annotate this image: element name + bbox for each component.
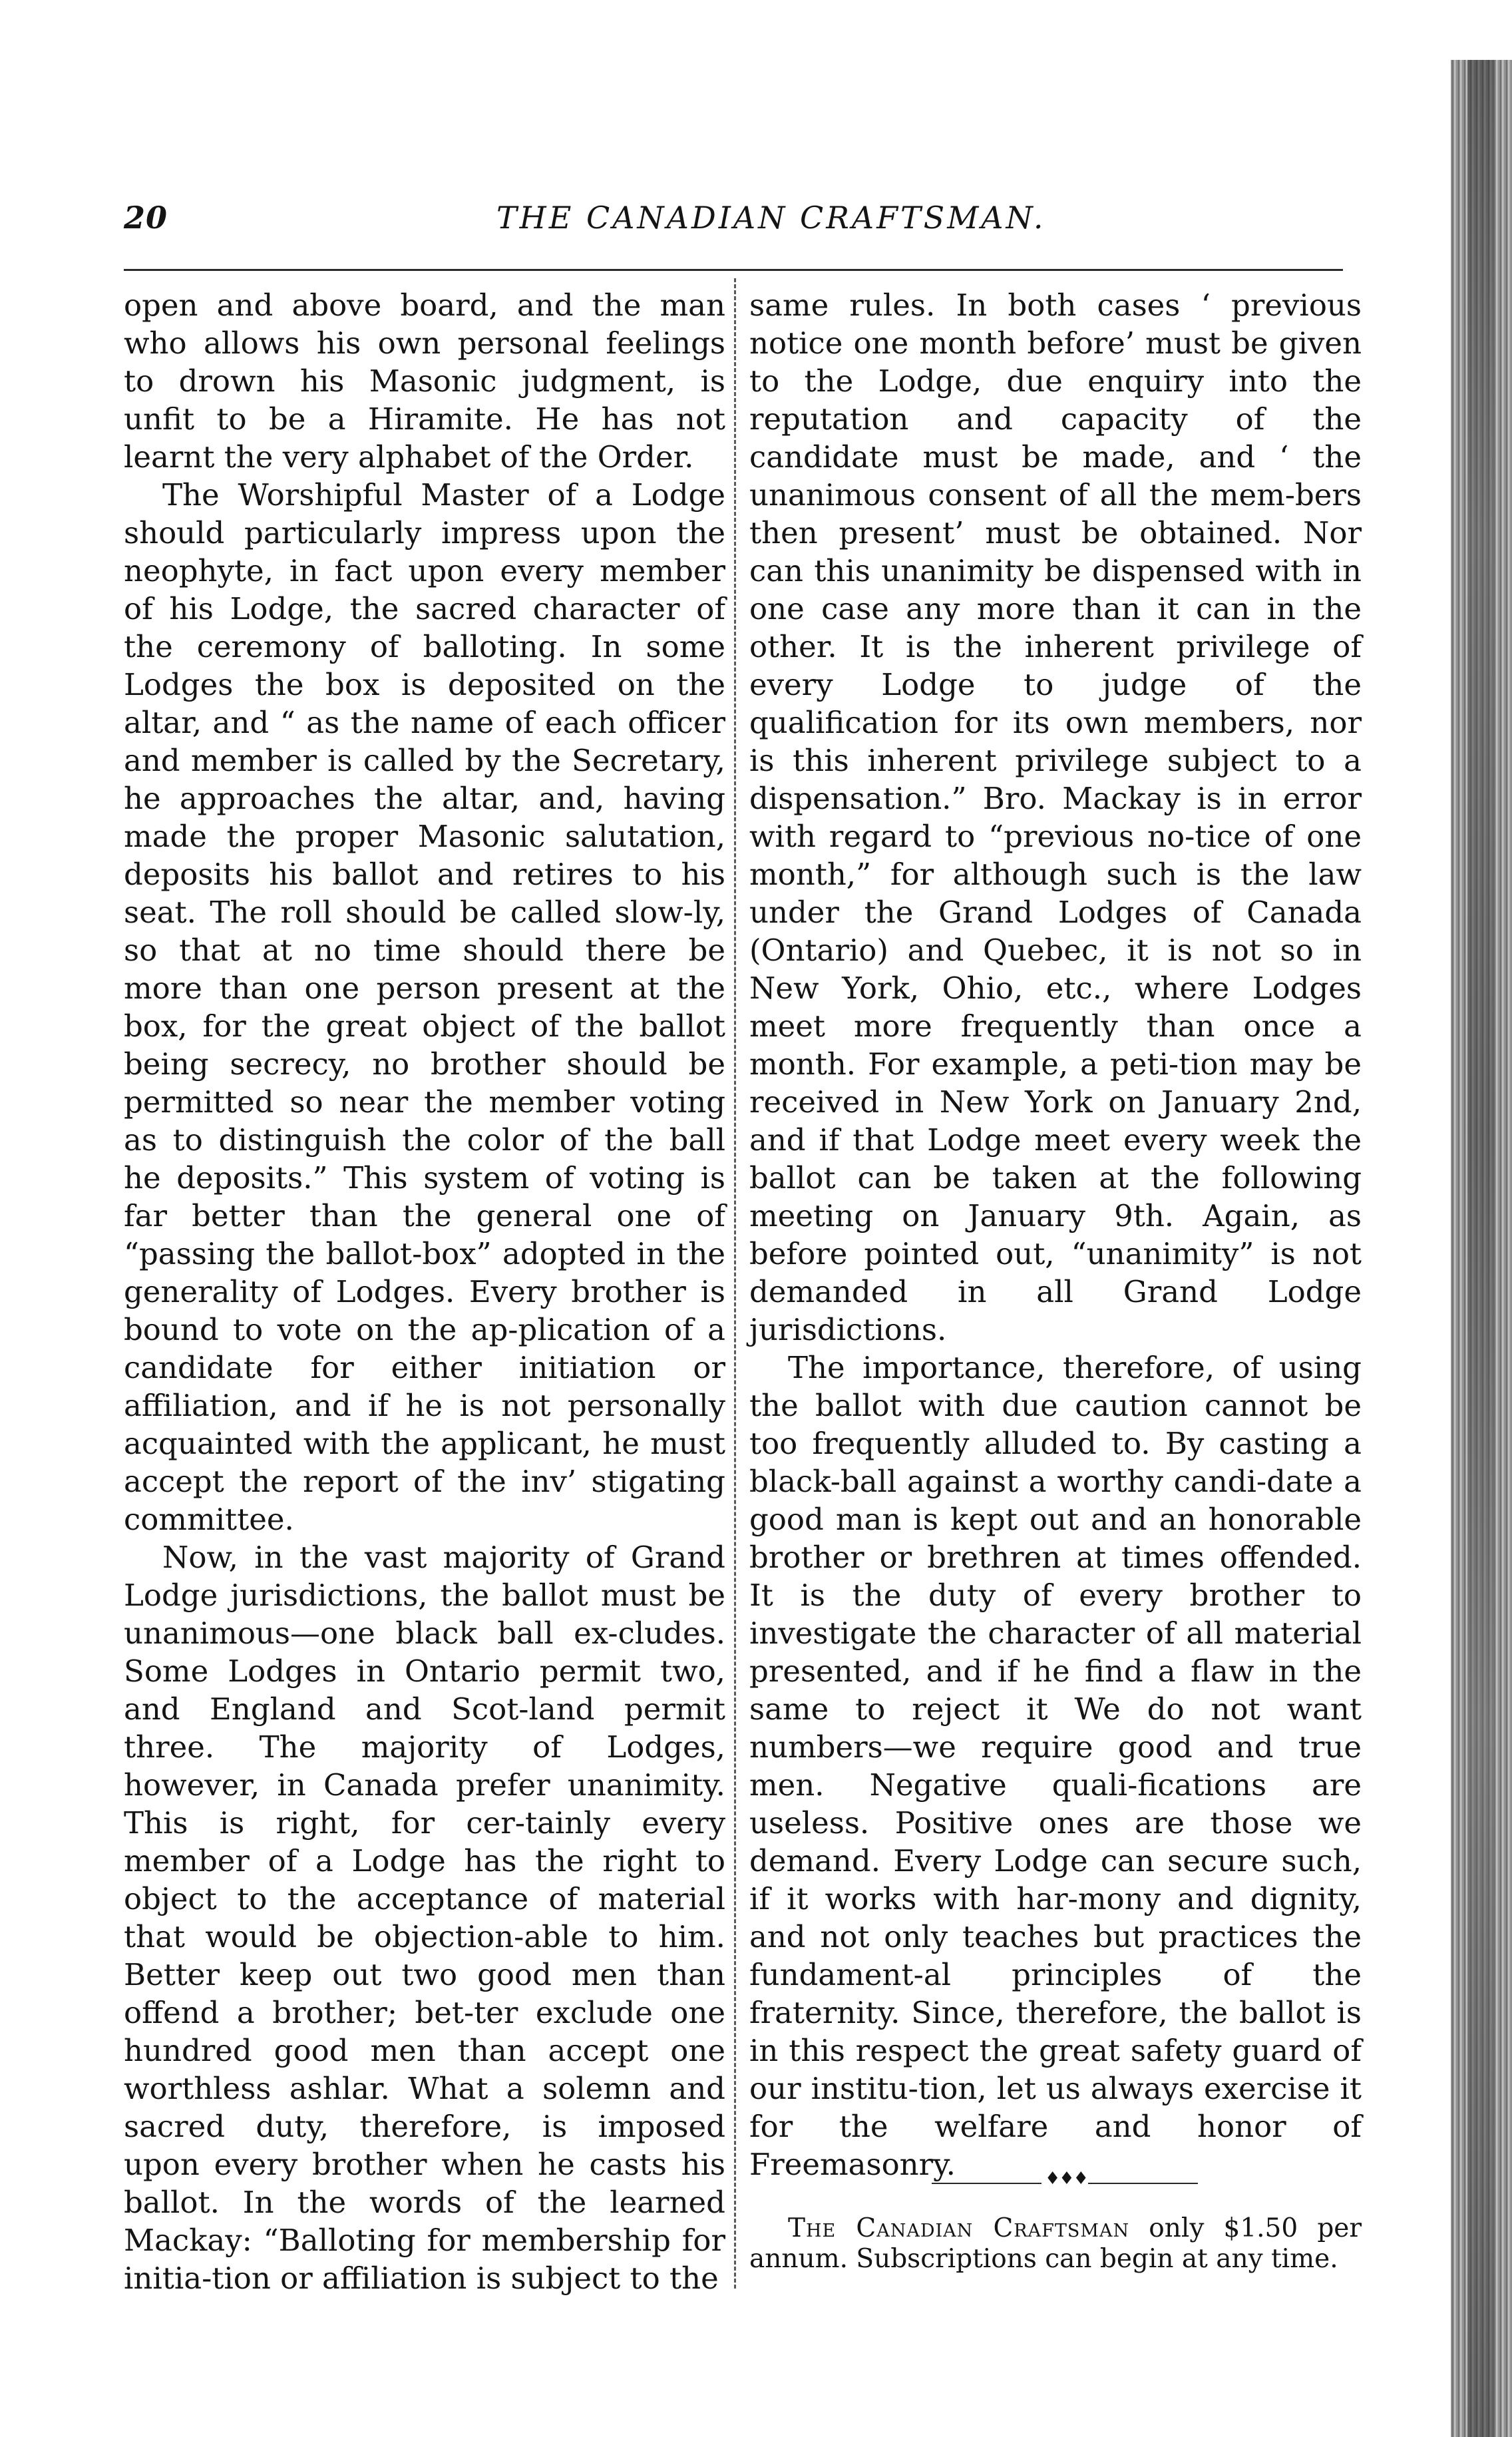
page-header	[124, 200, 1342, 246]
column-divider	[734, 278, 736, 2289]
ornament-rule-left	[932, 2183, 1041, 2184]
paragraph: The importance, therefore, of using the ballot with due caution cannot be too frequently alluded to. By casting a black-ball against a worthy candi-date a good man is kept out and an honorable brother or brethren at times offended. It is the duty of every brother to investigate the character of all material presented, and if he find a flaw in the same to reject it We do not want numbers—we require good and true men. Negative quali-fications are useless. Positive ones are those we demand. Every Lodge can secure such, if it works with har-mony and dignity, and not only teaches but practices the fundament-al principles of the fraternity. Since, therefore, the ballot is in this respect the great safety guard of our institu-tion, let us always exercise it for the welfare and honor of Freemasonry.	[749, 1350, 1362, 2182]
page-number: 20	[124, 200, 168, 236]
left-column	[124, 286, 725, 2297]
section-ornament	[932, 2169, 1198, 2190]
subscription-notice	[749, 2213, 1362, 2275]
paragraph: open and above board, and the man who allows his own personal feelings to drown his Masonic judgment, is unfit to be a Hiramite. He has not learnt the very alphabet of the Order.	[124, 288, 725, 475]
paragraph: same rules. In both cases ‘ previous notice one month before’ must be given to the Lodge, due enquiry into the reputation and capacity of the candidate must be made, and ‘ the unanimous consent of all the mem-bers then present’ must be obtained. Nor can this unanimity be dispensed with in one case any more than it can in the other. It is the inherent privilege of every Lodge to judge of the qualification for its own members, nor is this inherent privilege subject to a dispensation.” Bro. Mackay is in error with regard to “previous no-tice of one month,” for although such is the law under the Grand Lodges of Canada (Ontario) and Quebec, it is not so in New York, Ohio, etc., where Lodges meet more frequently than once a month. For example, a peti-tion may be received in New York on January 2nd, and if that Lodge meet every week the ballot can be taken at the following meeting on January 9th. Again, as before pointed out, “unanimity” is not demanded in all Grand Lodge jurisdictions.	[749, 288, 1362, 1347]
paragraph: Now, in the vast majority of Grand Lodge jurisdictions, the ballot must be unanimous—one black ball ex-cludes. Some Lodges in Ontario permit two, and England and Scot-land permit three. The majority of Lodges, however, in Canada prefer unanimity. This is right, for cer-tainly every member of a Lodge has the right to object to the acceptance of material that would be objection-able to him. Better keep out two good men than offend a brother; bet-ter exclude one hundred good men than accept one worthless ashlar. What a solemn and sacred duty, therefore, is imposed upon every brother when he casts his ballot. In the words of the learned Mackay: “Balloting for membership for initia-tion or affiliation is subject to the	[124, 1540, 725, 2296]
right-column	[749, 286, 1362, 2183]
ornament-rule-right	[1088, 2183, 1198, 2184]
publication-name: The Canadian Craftsman	[788, 2213, 1130, 2243]
diamond-ornament-icon: ♦♦♦	[1045, 2169, 1087, 2189]
paragraph: The Worshipful Master of a Lodge should particularly impress upon the neophyte, in fact upon every member of his Lodge, the sacred character of the ceremony of balloting. In some Lodges the box is deposited on the altar, and “ as the name of each officer and member is called by the Secretary, he approaches the altar, and, having made the proper Masonic salutation, deposits his ballot and retires to his seat. The roll should be called slow-ly, so that at no time should there be more than one person present at the box, for the great object of the ballot being secrecy, no brother should be permitted so near the member voting as to distinguish the color of the ball he deposits.” This system of voting is far better than the general one of “passing the ballot-box” adopted in the generality of Lodges. Every brother is bound to vote on the ap-plication of a candidate for either initiation or affiliation, and if he is not personally acquainted with the applicant, he must accept the report of the inv’ stigating committee.	[124, 477, 725, 1537]
running-title: THE CANADIAN CRAFTSMAN.	[496, 200, 1046, 236]
subscription-text: only $1.50 per annum. Subscriptions can begin at any time.	[749, 2213, 1362, 2274]
header-rule	[124, 269, 1343, 271]
binding-shadow	[1467, 60, 1494, 2437]
